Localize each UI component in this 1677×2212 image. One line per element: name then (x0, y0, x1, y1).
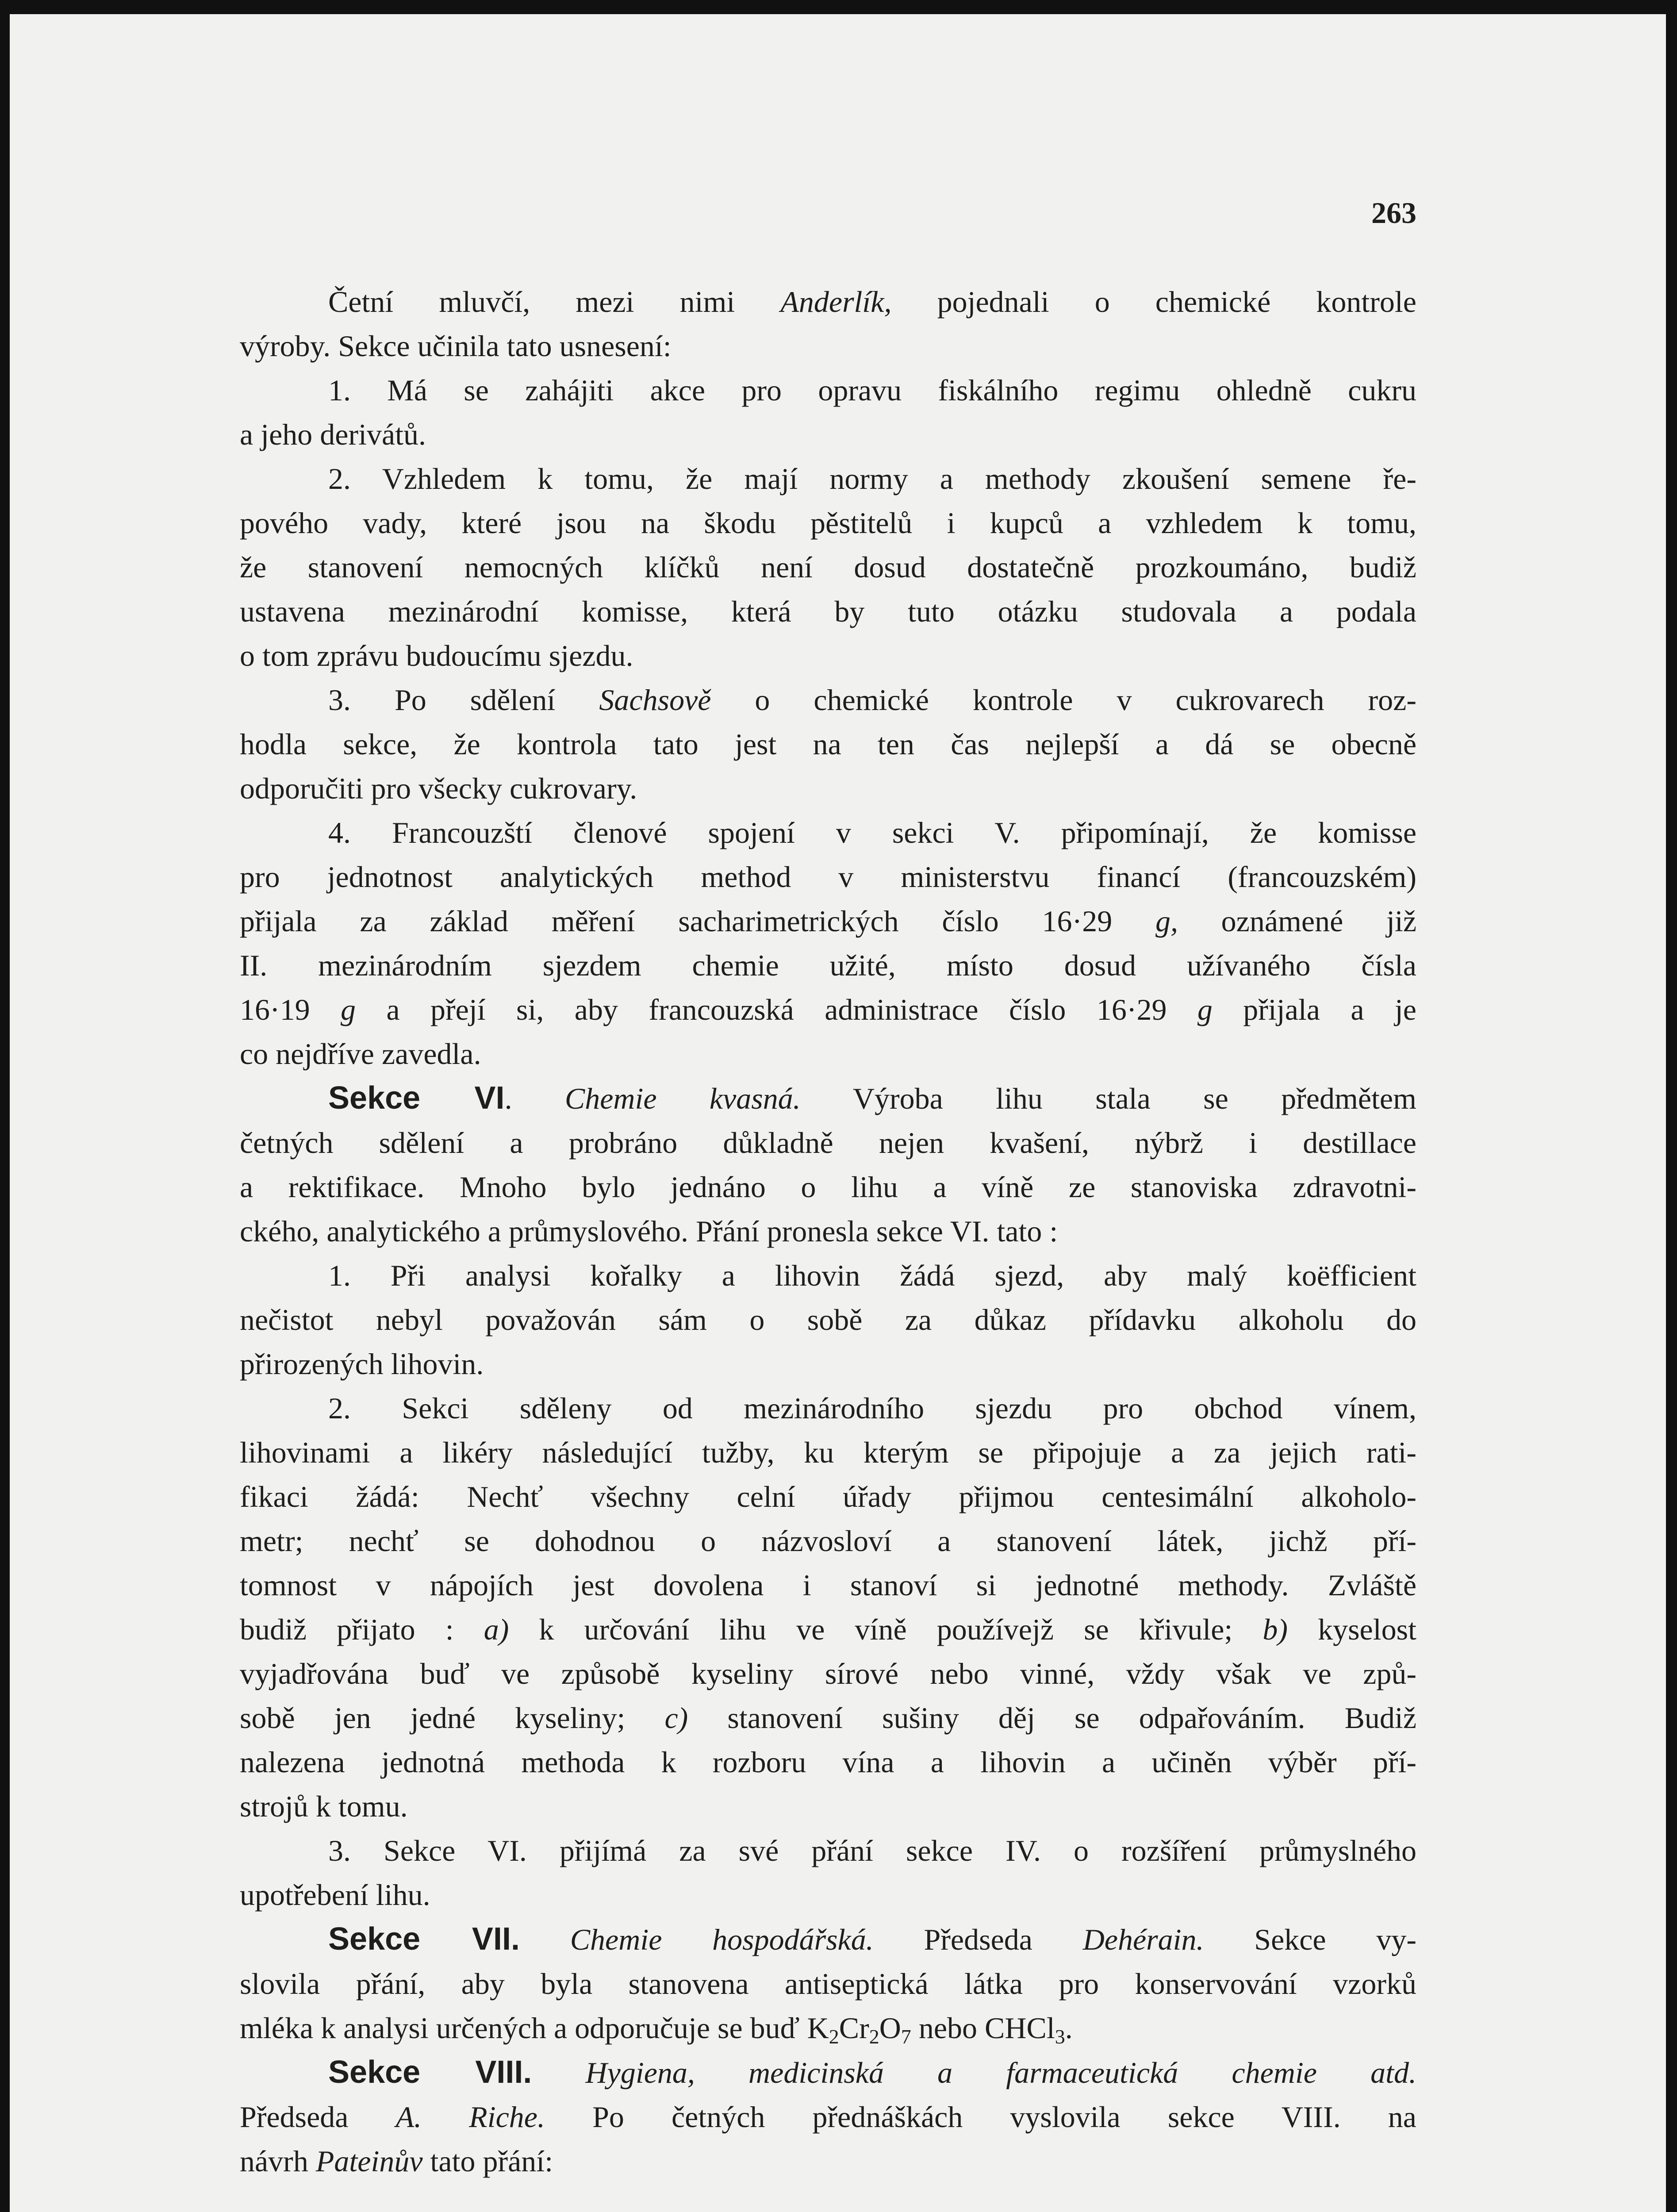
text-run: vyjadřována buď ve způsobě kyseliny sírové nebo vinné, vždy však ve způ- (240, 1657, 1416, 1690)
text-run: o chemické kontrole v cukrovarech roz- (711, 683, 1417, 717)
italic-text: Chemie hospodářská. (570, 1923, 874, 1956)
subscript: 7 (901, 2025, 911, 2048)
text-run: O (879, 2011, 901, 2045)
text-run: stanovení sušiny děj se odpařováním. Budiž (688, 1701, 1416, 1735)
text-run: co nejdříve zavedla. (240, 1037, 481, 1071)
text-run: nečistot nebyl považován sám o sobě za důkaz přídavku alkoholu do (240, 1303, 1416, 1336)
page-number: 263 (1371, 196, 1416, 230)
text-run: Výroba lihu stala se předmětem (800, 1082, 1416, 1115)
text-line (240, 1828, 1416, 1873)
italic-text: Anderlík, (780, 285, 892, 319)
scanned-page (10, 14, 1666, 2212)
text-line (240, 1430, 1416, 1475)
text-run: Předseda (240, 2100, 396, 2134)
text-run: pového vady, které jsou na škodu pěstitelů i kupců a vzhledem k tomu, (240, 506, 1416, 540)
text-line (240, 2139, 1416, 2183)
italic-text: b) (1263, 1613, 1288, 1646)
text-run: fikaci žádá: Nechť všechny celní úřady přijmou centesimální alkoholo- (240, 1480, 1416, 1513)
text-line (240, 1740, 1416, 1784)
text-line (240, 1917, 1416, 1962)
text-run: 1. Při analysi kořalky a lihovin žádá sjezd, aby malý koëfficient (328, 1259, 1416, 1292)
subscript: 2 (869, 2025, 879, 2048)
italic-text: g (1197, 993, 1213, 1026)
text-line (240, 1519, 1416, 1563)
text-run: tato přání: (422, 2144, 553, 2178)
italic-text: A. Riche. (395, 2100, 545, 2134)
text-run: výroby. Sekce učinila tato usnesení: (240, 329, 672, 363)
text-run: nalezena jednotná methoda k rozboru vína a lihovin a učiněn výběr pří- (240, 1745, 1416, 1779)
text-run: o tom zprávu budoucímu sjezdu. (240, 639, 633, 672)
section-heading: Sekce VI (328, 1080, 505, 1116)
text-line (240, 810, 1416, 855)
text-run: Po četných přednáškách vyslovila sekce VIII. na (545, 2100, 1416, 2134)
text-run: Předseda (873, 1923, 1083, 1956)
text-run: Sekce vy- (1204, 1923, 1416, 1956)
subscript: 3 (1055, 2025, 1065, 2048)
text-line (240, 368, 1416, 412)
text-run: sobě jen jedné kyseliny; (240, 1701, 665, 1735)
text-run: upotřebení lihu. (240, 1878, 430, 1912)
text-run: 16·19 (240, 993, 341, 1026)
text-line (240, 1386, 1416, 1430)
text-run: odporučiti pro všecky cukrovary. (240, 772, 637, 805)
italic-text: a) (484, 1613, 509, 1646)
text-run: k určování lihu ve víně používejž se křivule; (509, 1613, 1263, 1646)
text-run: mléka k analysi určených a odporučuje se buď K (240, 2011, 829, 2045)
text-line (240, 1784, 1416, 1828)
text-line (240, 501, 1416, 545)
text-run: pojednali o chemické kontrole (891, 285, 1416, 319)
italic-text: g, (1155, 904, 1178, 938)
text-run: přijala za základ měření sacharimetrických číslo 16·29 (240, 904, 1155, 938)
text-line (240, 1076, 1416, 1121)
text-line (240, 1873, 1416, 1917)
text-line (240, 589, 1416, 634)
text-line (240, 324, 1416, 368)
text-line (240, 457, 1416, 501)
italic-text: g (341, 993, 356, 1026)
text-run: četných sdělení a probráno důkladně nejen kvašení, nýbrž i destillace (240, 1126, 1416, 1160)
text-line (240, 1475, 1416, 1519)
section-heading: Sekce VII. (328, 1921, 520, 1957)
text-run: přirozených lihovin. (240, 1347, 484, 1381)
text-run (520, 1923, 570, 1956)
text-line (240, 2006, 1416, 2050)
text-line (240, 987, 1416, 1032)
text-run: ckého, analytického a průmyslového. Přání pronesla sekce VI. tato : (240, 1214, 1058, 1248)
text-line (240, 855, 1416, 899)
text-line (240, 412, 1416, 457)
text-run: pro jednotnost analytických method v ministerstvu financí (francouzském) (240, 860, 1416, 894)
text-run: a jeho derivátů. (240, 418, 426, 451)
text-run: přijala a je (1212, 993, 1416, 1026)
text-line (240, 1121, 1416, 1165)
text-line (240, 1209, 1416, 1253)
text-line (240, 1563, 1416, 1607)
text-run: a přejí si, aby francouzská administrace číslo 16·29 (356, 993, 1197, 1026)
text-run: 3. Sekce VI. přijímá za své přání sekce IV. o rozšíření průmyslného (328, 1834, 1416, 1867)
section-heading: Sekce VIII. (328, 2055, 532, 2090)
text-run: 3. Po sdělení (328, 683, 599, 717)
text-line (240, 1165, 1416, 1209)
text-line (240, 2095, 1416, 2139)
text-line (240, 1342, 1416, 1386)
text-run: že stanovení nemocných klíčků není dosud dostatečně prozkoumáno, budiž (240, 550, 1416, 584)
text-run: . (1065, 2011, 1073, 2045)
text-line (240, 1298, 1416, 1342)
text-line (240, 280, 1416, 324)
text-run: 4. Francouzští členové spojení v sekci V. připomínají, že komisse (328, 816, 1416, 849)
text-run: a rektifikace. Mnoho bylo jednáno o lihu a víně ze stanoviska zdravotni- (240, 1170, 1416, 1204)
text-run: slovila přání, aby byla stanovena antiseptická látka pro konservování vzorků (240, 1967, 1416, 2001)
text-run: návrh (240, 2144, 316, 2178)
text-run: 2. Sekci sděleny od mezinárodního sjezdu pro obchod vínem, (328, 1391, 1416, 1425)
text-run: hodla sekce, že kontrola tato jest na ten čas nejlepší a dá se obecně (240, 727, 1416, 761)
text-line (240, 1032, 1416, 1076)
text-run: metr; nechť se dohodnou o názvosloví a stanovení látek, jichž pří- (240, 1524, 1416, 1558)
text-run: tomnost v nápojích jest dovolena i stanoví si jednotné methody. Zvláště (240, 1568, 1416, 1602)
text-run: . (504, 1082, 565, 1115)
text-run: oznámené již (1178, 904, 1416, 938)
text-run: 1. Má se zahájiti akce pro opravu fiskálního regimu ohledně cukru (328, 373, 1416, 407)
subscript: 2 (829, 2025, 839, 2048)
text-run (532, 2056, 585, 2089)
text-line (240, 1651, 1416, 1696)
text-run: 2. Vzhledem k tomu, že mají normy a methody zkoušení semene ře- (328, 462, 1416, 495)
text-line (240, 1607, 1416, 1651)
text-line (240, 1696, 1416, 1740)
italic-text: Pateinův (315, 2144, 423, 2178)
text-run: nebo CHCl (911, 2011, 1055, 2045)
italic-text: Chemie kvasná. (564, 1082, 801, 1115)
text-line (240, 2050, 1416, 2095)
text-line (240, 899, 1416, 943)
text-run: Cr (839, 2011, 869, 2045)
text-line (240, 1253, 1416, 1298)
italic-text: Sachsově (599, 683, 711, 717)
text-run: II. mezinárodním sjezdem chemie užité, místo dosud užívaného čísla (240, 949, 1416, 982)
italic-text: c) (664, 1701, 688, 1735)
italic-text: Hygiena, medicinská a farmaceutická chemie atd. (585, 2056, 1416, 2089)
italic-text: Dehérain. (1082, 1923, 1204, 1956)
text-run: lihovinami a likéry následující tužby, ku kterým se připojuje a za jejich rati- (240, 1436, 1416, 1469)
text-line (240, 766, 1416, 810)
text-run: ustavena mezinárodní komisse, která by tuto otázku studovala a podala (240, 595, 1416, 628)
text-line (240, 634, 1416, 678)
text-run: kyselost (1288, 1613, 1416, 1646)
text-line (240, 722, 1416, 766)
text-line (240, 943, 1416, 987)
text-line (240, 1962, 1416, 2006)
text-run: budiž přijato : (240, 1613, 484, 1646)
body-text (240, 280, 1416, 2183)
text-line (240, 545, 1416, 589)
text-line (240, 678, 1416, 722)
text-run: Četní mluvčí, mezi nimi (328, 285, 781, 319)
text-run: strojů k tomu. (240, 1790, 408, 1823)
